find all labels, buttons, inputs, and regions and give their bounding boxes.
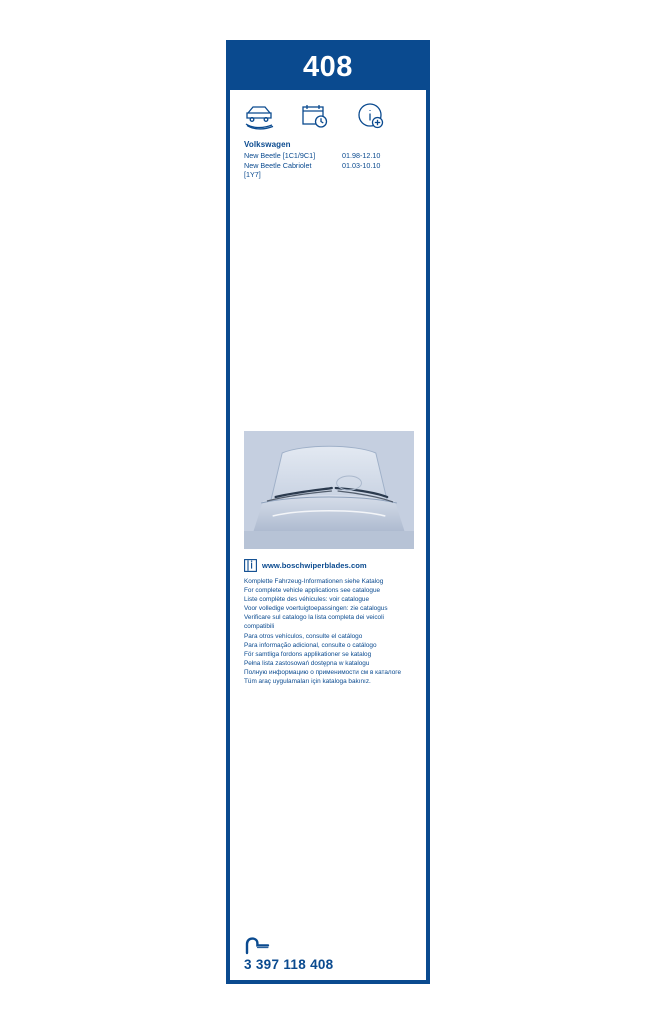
- vehicle-model: [1Y7]: [244, 170, 261, 180]
- website-row[interactable]: [230, 549, 426, 572]
- footer: [230, 937, 426, 980]
- list-item: Para otros vehículos, consulte el catálogo: [244, 632, 363, 640]
- list-item: For complete vehicle applications see catalogue: [244, 587, 381, 595]
- vehicle-period: 01.98-12.10: [342, 151, 381, 160]
- table-row: [244, 161, 414, 171]
- product-package: [226, 40, 430, 984]
- car-wiper-icon: [244, 102, 278, 132]
- list-item: Voor volledige voertuigtoepassingen: zie catalogus: [244, 605, 388, 613]
- vehicle-model: New Beetle [1C1/9C1]: [244, 151, 316, 160]
- vehicle-period: [342, 170, 414, 180]
- table-row: [244, 151, 414, 161]
- wiper-hook-icon: [244, 937, 270, 955]
- list-item: För samtliga fordons applikationer se katalog: [244, 650, 372, 658]
- blank-area-lower: [230, 686, 426, 937]
- vehicle-model: New Beetle Cabriolet: [244, 160, 312, 170]
- calendar-clock-icon: [300, 102, 334, 132]
- catalogue-book-icon: [244, 559, 257, 572]
- list-item: Pełna lista zastosowań dostępna w katalogu: [244, 659, 370, 667]
- list-item: Полную информацию о применимости см в каталоге: [244, 668, 402, 676]
- website-url[interactable]: www.boschwiperblades.com: [262, 561, 367, 571]
- vehicle-table: [244, 151, 414, 180]
- header-band: [230, 44, 426, 90]
- list-item: Tüm araç uygulamaları için kataloga bakınız.: [244, 678, 371, 686]
- icon-row: [230, 90, 426, 132]
- list-item: Liste complète des véhicules: voir catalogue: [244, 596, 370, 604]
- table-row: [244, 170, 414, 180]
- list-item: Para informação adicional, consulte o catálogo: [244, 641, 377, 649]
- blank-area: [230, 180, 426, 431]
- list-item: Verificare sul catalogo la lista completa dei veicoli: [244, 614, 384, 622]
- vehicle-brand: Volkswagen: [244, 140, 291, 149]
- page-title: 408: [303, 50, 353, 83]
- info-plus-icon: [356, 102, 390, 132]
- vehicle-period: 01.03-10.10: [342, 160, 381, 170]
- list-item: Komplette Fahrzeug-Informationen siehe Katalog: [244, 578, 384, 586]
- windshield-illustration: [244, 431, 414, 549]
- part-number: 3 397 118 408: [244, 957, 334, 972]
- list-item: compatibili: [244, 623, 275, 631]
- vehicle-application-block: [230, 132, 426, 180]
- catalogue-notes: [230, 572, 426, 686]
